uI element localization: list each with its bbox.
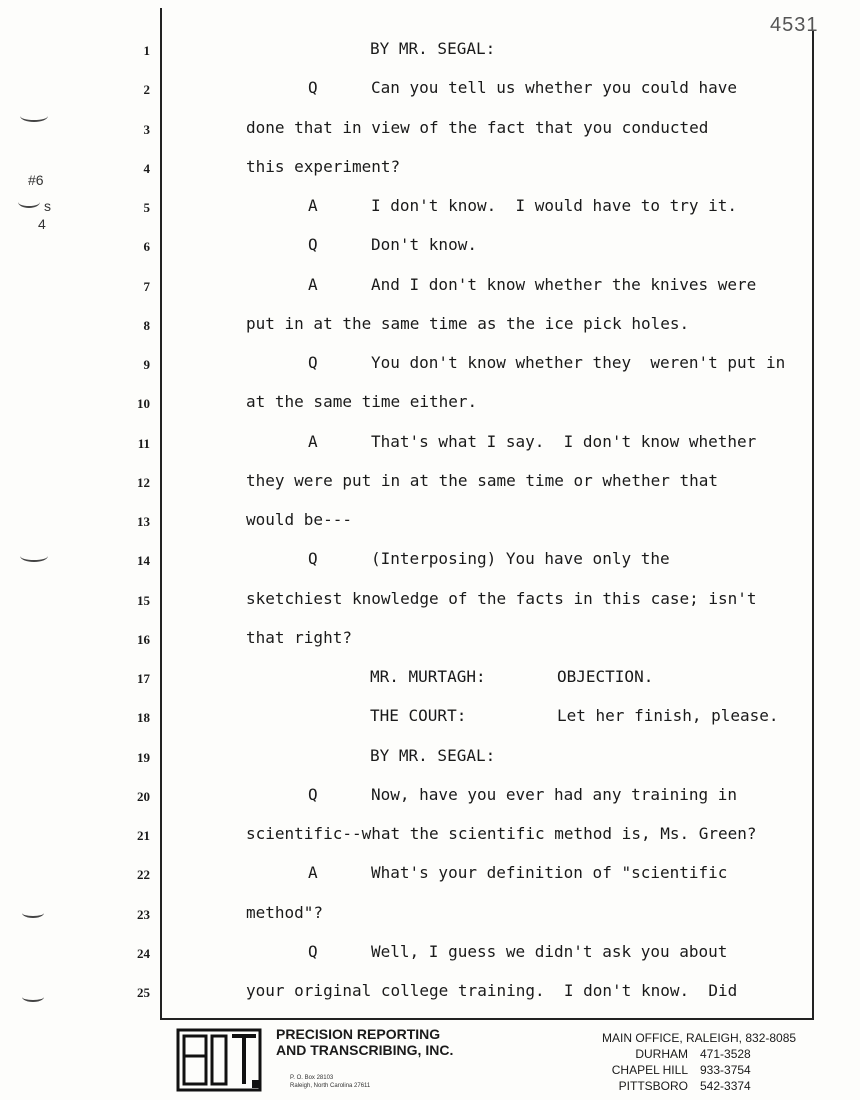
transcript-line <box>0 274 860 304</box>
page-number: 4531 <box>770 14 819 36</box>
line-text: Q <box>308 549 318 569</box>
line-text: Well, I guess we didn't ask you about <box>371 941 728 961</box>
line-number: 14 <box>137 553 150 569</box>
transcript-line <box>0 391 860 421</box>
line-number: 7 <box>143 278 150 294</box>
line-text: That's what I say. I don't know whether <box>371 431 757 451</box>
line-text: A <box>308 431 318 451</box>
line-number: 5 <box>143 200 150 215</box>
line-number: 24 <box>137 945 150 961</box>
office-phone: 933-3754 <box>700 1063 751 1077</box>
pobox-line2: Raleigh, North Carolina 27611 <box>290 1083 371 1089</box>
line-text: Q <box>308 78 318 98</box>
margin-mark-number: #6 <box>28 172 44 188</box>
line-text: that right? <box>246 627 352 647</box>
firm-name-line2: AND TRANSCRIBING, INC. <box>276 1042 454 1058</box>
office-city: CHAPEL HILL <box>611 1063 688 1077</box>
office-list <box>602 1030 796 1094</box>
line-text: A <box>308 274 318 294</box>
line-number: 11 <box>137 435 150 451</box>
line-text: method"? <box>246 902 324 922</box>
office-phone: 471-3528 <box>700 1047 751 1061</box>
line-text: Don't know. <box>371 235 477 255</box>
line-number: 3 <box>143 121 150 137</box>
line-text: (Interposing) You have only the <box>371 549 670 569</box>
line-text: I don't know. I would have to try it. <box>371 196 738 215</box>
margin-mark-letter: s <box>44 198 51 214</box>
pobox-line1: P. O. Box 28103 <box>290 1075 334 1081</box>
line-text: You don't know whether they weren't put in <box>371 353 786 372</box>
transcript-line <box>0 117 860 147</box>
line-number: 23 <box>137 906 150 922</box>
transcript-line <box>0 77 860 107</box>
line-number: 18 <box>137 710 150 726</box>
line-text: Q <box>308 784 318 804</box>
line-text: Q <box>308 235 318 255</box>
transcript-line <box>0 705 860 735</box>
transcript-line <box>0 548 860 578</box>
line-text: would be--- <box>246 510 352 529</box>
line-number: 22 <box>137 867 150 883</box>
line-text: Let her finish, please. <box>557 706 779 726</box>
transcript-line <box>0 431 860 461</box>
transcript-line <box>0 823 860 853</box>
main-office: MAIN OFFICE, RALEIGH, 832-8085 <box>602 1031 797 1045</box>
pt-logo-icon <box>176 1028 262 1092</box>
office-city: PITTSBORO <box>618 1079 688 1093</box>
firm-name <box>276 1026 453 1058</box>
transcript-line <box>0 38 860 68</box>
line-number: 17 <box>137 671 150 686</box>
line-text: this experiment? <box>246 156 401 176</box>
transcript-line <box>0 666 860 696</box>
line-number: 21 <box>137 828 150 843</box>
line-number: 19 <box>137 749 150 765</box>
office-city: DURHAM <box>635 1047 688 1061</box>
line-number: 16 <box>137 631 150 647</box>
line-number: 20 <box>137 788 150 804</box>
line-text: sketchiest knowledge of the facts in this case; isn't <box>246 588 757 608</box>
office-phone: 542-3374 <box>700 1079 751 1093</box>
office-row <box>602 1078 796 1094</box>
office-row <box>602 1046 796 1062</box>
line-number: 9 <box>143 357 150 372</box>
line-number: 8 <box>143 317 150 333</box>
transcript-line <box>0 509 860 539</box>
transcript-line <box>0 470 860 500</box>
transcript-line <box>0 588 860 618</box>
line-number: 2 <box>143 82 150 98</box>
transcript-line <box>0 941 860 971</box>
transcript-line <box>0 902 860 932</box>
line-text: put in at the same time as the ice pick holes. <box>246 313 690 333</box>
firm-name-line1: PRECISION REPORTING <box>276 1026 441 1042</box>
transcript-line <box>0 352 860 382</box>
line-number: 15 <box>137 592 150 608</box>
transcript-line <box>0 745 860 775</box>
reporter-footer <box>0 1020 860 1100</box>
line-text: Now, have you ever had any training in <box>371 784 738 804</box>
line-text: BY MR. SEGAL: <box>370 39 496 58</box>
line-number: 6 <box>143 239 150 255</box>
line-text: they were put in at the same time or whether that <box>246 470 719 490</box>
transcript-line <box>0 980 860 1010</box>
transcript-line <box>0 234 860 264</box>
transcript-line <box>0 784 860 814</box>
transcript-line <box>0 862 860 892</box>
line-number: 4 <box>143 160 150 176</box>
line-number: 12 <box>137 474 150 490</box>
line-text: your original college training. I don't know. Did <box>246 981 738 1000</box>
line-text: MR. MURTAGH: <box>370 667 486 686</box>
line-number: 13 <box>137 514 150 529</box>
margin-mark-digit: 4 <box>38 216 46 232</box>
line-text: Q <box>308 941 318 961</box>
line-number: 10 <box>137 396 150 412</box>
line-text: And I don't know whether the knives were <box>371 274 757 294</box>
line-text: OBJECTION. <box>557 667 654 686</box>
line-number: 1 <box>143 43 150 58</box>
transcript-line <box>0 195 860 225</box>
line-text: Q <box>308 353 318 372</box>
line-text: done that in view of the fact that you conducted <box>246 117 709 137</box>
line-text: at the same time either. <box>246 392 478 412</box>
firm-address <box>290 1074 370 1090</box>
transcript-line <box>0 156 860 186</box>
line-text: THE COURT: <box>370 706 467 726</box>
line-text: A <box>308 863 318 883</box>
transcript-line <box>0 627 860 657</box>
line-text: A <box>308 196 318 215</box>
transcript-line <box>0 313 860 343</box>
line-text: Can you tell us whether you could have <box>371 78 738 98</box>
line-text: BY MR. SEGAL: <box>370 745 496 765</box>
line-text: What's your definition of "scientific <box>371 863 728 883</box>
line-text: scientific--what the scientific method is, Ms. Green? <box>246 824 757 843</box>
office-row <box>602 1062 796 1078</box>
line-number: 25 <box>137 985 150 1000</box>
